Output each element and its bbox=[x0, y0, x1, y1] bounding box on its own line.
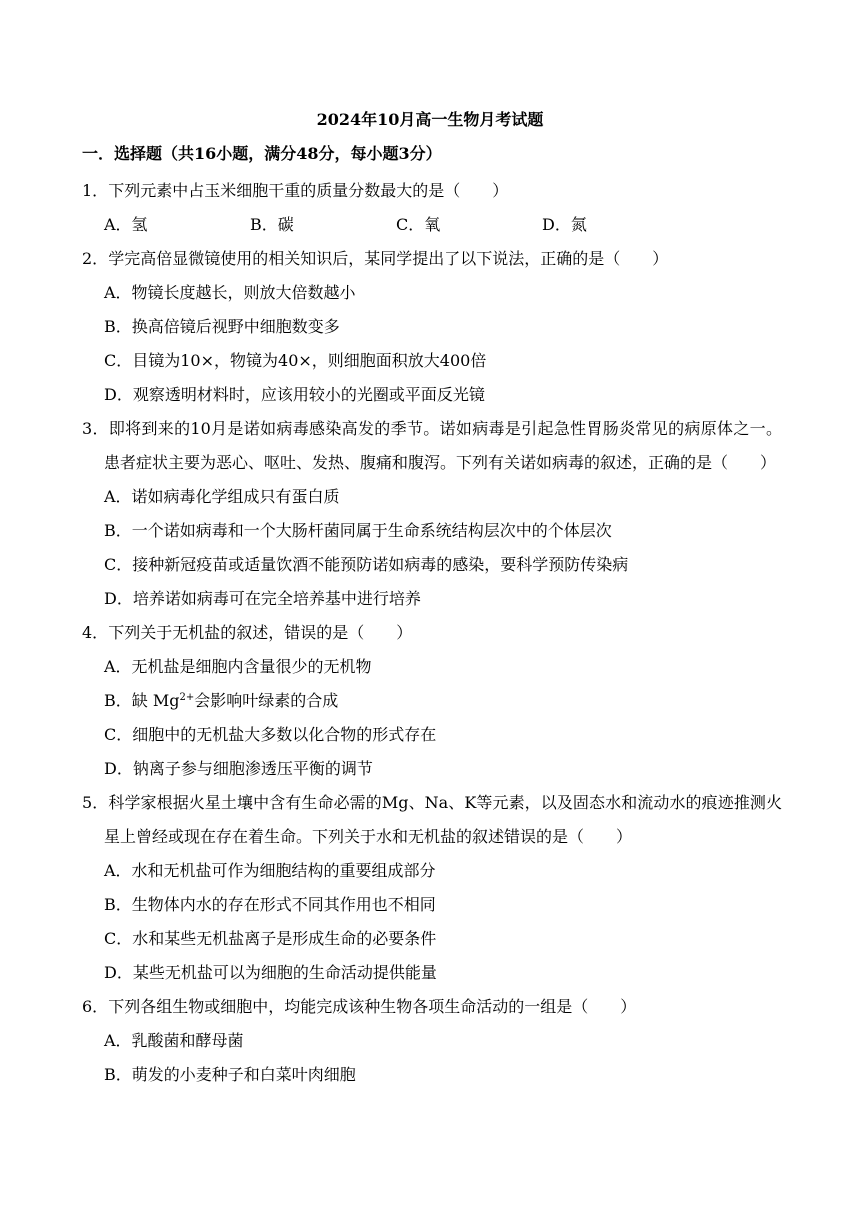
option-a: A．乳酸菌和酵母菌 bbox=[104, 1031, 244, 1050]
question-1 bbox=[82, 174, 782, 242]
ion-charge-superscript: 2+ bbox=[179, 692, 195, 703]
option-a: A．无机盐是细胞内含量很少的无机物 bbox=[104, 657, 372, 676]
option-b: B．换高倍镜后视野中细胞数变多 bbox=[104, 317, 340, 336]
option-row bbox=[82, 208, 782, 242]
option-c: C．水和某些无机盐离子是形成生命的必要条件 bbox=[104, 929, 437, 948]
question-number: 6． bbox=[82, 997, 109, 1016]
option-b bbox=[82, 684, 782, 718]
option-a: A．水和无机盐可作为细胞结构的重要组成部分 bbox=[104, 861, 436, 880]
question-4 bbox=[82, 616, 782, 786]
option-a: A．诺如病毒化学组成只有蛋白质 bbox=[104, 487, 340, 506]
page-title: 2024年10月高一生物月考试题 bbox=[316, 110, 544, 129]
question-3 bbox=[82, 412, 782, 616]
question-stem bbox=[82, 174, 782, 208]
option-b-prefix: B．缺 Mg bbox=[104, 691, 180, 710]
question-number: 4． bbox=[82, 623, 109, 642]
option-d: D．钠离子参与细胞渗透压平衡的调节 bbox=[104, 759, 373, 778]
question-number: 5． bbox=[82, 793, 109, 812]
question-stem bbox=[82, 786, 782, 854]
section-heading: 一．选择题（共16小题，满分48分，每小题3分） bbox=[82, 144, 442, 163]
option-b-suffix: 会影响叶绿素的合成 bbox=[194, 691, 339, 710]
option-c: C．目镜为10×，物镜为40×，则细胞面积放大400倍 bbox=[104, 351, 487, 370]
question-text: 科学家根据火星土壤中含有生命必需的Mg、Na、K等元素，以及固态水和流动水的痕迹推测火星上曾经或现在存在着生命。下列关于水和无机盐的叙述错误的是（ ） bbox=[104, 793, 782, 846]
question-text: 即将到来的10月是诺如病毒感染高发的季节。诺如病毒是引起急性胃肠炎常见的病原体之一。患者症状主要为恶心、呕吐、发热、腹痛和腹泻。下列有关诺如病毒的叙述，正确的是（ ） bbox=[104, 419, 782, 472]
option-b: B．碳 bbox=[250, 215, 294, 234]
option-c: C．氧 bbox=[396, 215, 441, 234]
question-stem bbox=[82, 616, 782, 650]
question-stem bbox=[82, 242, 782, 276]
question-stem bbox=[82, 412, 782, 480]
option-d: D．观察透明材料时，应该用较小的光圈或平面反光镜 bbox=[104, 385, 485, 404]
question-stem bbox=[82, 990, 782, 1024]
question-number: 3． bbox=[82, 419, 109, 438]
question-text: 学完高倍显微镜使用的相关知识后，某同学提出了以下说法，正确的是（ ） bbox=[108, 249, 669, 268]
option-b: B．萌发的小麦种子和白菜叶肉细胞 bbox=[104, 1065, 356, 1084]
option-b: B．一个诺如病毒和一个大肠杆菌同属于生命系统结构层次中的个体层次 bbox=[104, 521, 612, 540]
option-d: D．某些无机盐可以为细胞的生命活动提供能量 bbox=[104, 963, 437, 982]
question-number: 1． bbox=[82, 181, 109, 200]
option-d: D．培养诺如病毒可在完全培养基中进行培养 bbox=[104, 589, 421, 608]
question-5 bbox=[82, 786, 782, 990]
option-c: C．接种新冠疫苗或适量饮酒不能预防诺如病毒的感染，要科学预防传染病 bbox=[104, 555, 629, 574]
question-text: 下列元素中占玉米细胞干重的质量分数最大的是（ ） bbox=[108, 181, 509, 200]
option-a: A．氢 bbox=[104, 215, 148, 234]
question-6 bbox=[82, 990, 782, 1092]
question-text: 下列各组生物或细胞中，均能完成该种生物各项生命活动的一组是（ ） bbox=[108, 997, 637, 1016]
question-number: 2． bbox=[82, 249, 109, 268]
option-a: A．物镜长度越长，则放大倍数越小 bbox=[104, 283, 356, 302]
option-c: C．细胞中的无机盐大多数以化合物的形式存在 bbox=[104, 725, 437, 744]
question-list bbox=[82, 174, 782, 1092]
option-d: D．氮 bbox=[542, 215, 587, 234]
question-2 bbox=[82, 242, 782, 412]
question-text: 下列关于无机盐的叙述，错误的是（ ） bbox=[108, 623, 413, 642]
option-b: B．生物体内水的存在形式不同其作用也不相同 bbox=[104, 895, 436, 914]
